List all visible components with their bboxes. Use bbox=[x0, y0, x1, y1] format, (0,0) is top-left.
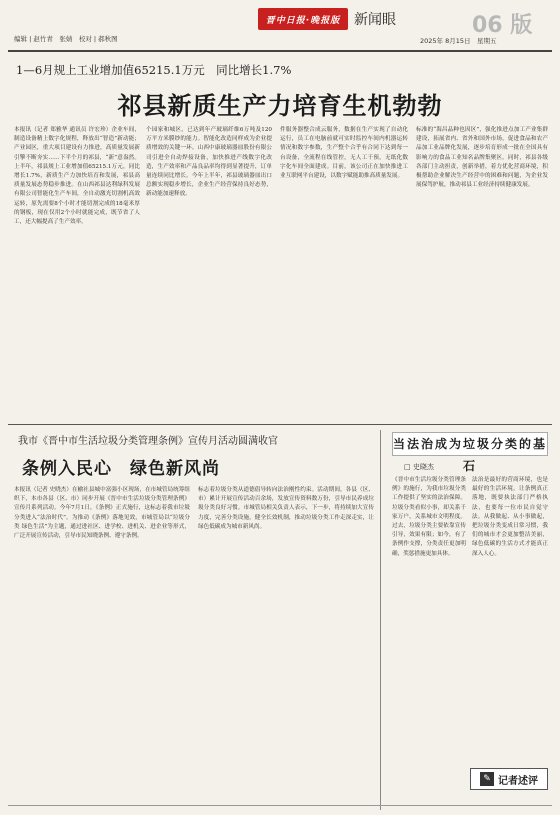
section-title: 新闻眼 bbox=[354, 12, 396, 28]
top-article-kicker: 1—6月规上工业增加值65215.1万元 同比增长1.7% bbox=[16, 63, 292, 77]
issue-date: 2025年 8月15日 星期五 bbox=[420, 37, 497, 45]
top-article-column-1: 本报讯（记者 郑雅华 通讯员 许宏珍）企业车间，制造设备精上数字化规程，释放出“智造”新动能；产业园区，重大项目建设有力推进，高质量发展新引擎不断夯实……下半个月的祁县，“新”意盎然。上半年，祁县规上工业增加值65215.1万元，同比增长1.7%，新质生产力加快培育和发展，祁县高质量发展态势稳步推进。在山西祁县达利绿科发展有限公司智能化生产车间，全自动激光切割机高效运转，原先需要8个小时才能切割完成的18毫米厚的钢板，现在仅用2个小时就能完成，既节省了人工，还大幅提高了生产效率。 bbox=[14, 127, 140, 226]
newspaper-masthead: 晋中日报·晚报版 bbox=[258, 8, 348, 30]
editor-credits: 编辑 | 赵竹青 张婧 校对 | 郝秋图 bbox=[14, 35, 118, 43]
commentary-title: 当法治成为垃圾分类的基石 bbox=[392, 432, 548, 456]
commentary-column-1: 《晋中市生活垃圾分类管理条例》的施行，为我市垃圾分类工作提供了坚实的法治保障。垃圾分类看似小事，却关系千家万户，关系城市文明程度。过去，垃圾分类主要依靠宣传引导，效果有限；如今，有了条例作支撑，分类责任更加明确，奖惩措施更加具体。 bbox=[392, 477, 466, 557]
commentary-author: □ 史晓杰 bbox=[404, 463, 434, 471]
top-article-column-4: 标准的“海昌品种也因区”，强化推进点加工产业集群建设，拓展省内、省外和国外市场，促进食品和农产品加工业品牌化发展，逐步培育形成一批在全国具有影响力的食品工业知名品牌集聚区。同时，祁县各级各部门主动担责，创新举措，着力优化营商环境，积极帮助企业解决生产经营中的困难和问题，为企业发展保驾护航，推动祁县工业经济持续健康发展。 bbox=[416, 127, 548, 189]
bottom-article-headline: 条例入民心 绿色新风尚 bbox=[22, 459, 220, 479]
section-divider bbox=[8, 424, 552, 425]
bottom-article-column-2: 标志着垃圾分类从道德倡导转向法治刚性约束。活动期间，各县（区、市）累计开展宣传活动百余场，发放宣传资料数万份，引导市民养成垃圾分类良好习惯。市城管局相关负责人表示，下一步，将持续加大宣传力度，完善分类设施，健全长效机制，推动垃圾分类工作走深走实，让绿色低碳成为城市新风尚。 bbox=[198, 487, 374, 530]
bottom-article-kicker: 我市《晋中市生活垃圾分类管理条例》宣传月活动圆满收官 bbox=[18, 436, 278, 447]
top-article-column-3: 件服务器整合成云服务，数据在生产实现了自动化运行，员工在电脑前就可实时监控车间内机器运转情况和数字参数，生产整个合乎有合同下达到每一台设备，全流程在线管控，无人工干预，无纸化数字化车间全面建成。目前，该公司正在加快推进工业互联网平台建设，以数字赋能助推高质量发展。 bbox=[280, 127, 408, 180]
pen-icon: ✎ bbox=[480, 772, 494, 786]
top-article-headline: 祁县新质生产力培育生机勃勃 bbox=[117, 91, 443, 120]
top-article-column-2: 个园家和城区，已达到年产玻璃纤维6万吨及120万平方米膜纱的能力。智能化改造同样成为企业提质增效的关键一环。山西中康玻璃器皿股份有限公司引进全自动焊接设备，加快推进产线数字化改造，生产效率和产品良品率均得到显著提升，订单量连续同比增长。今年上半年，祁县玻璃器皿出口总额实现稳步增长，企业生产经营保持良好态势，新动能加速释放。 bbox=[146, 127, 272, 198]
commentary-badge-label: 记者述评 bbox=[498, 775, 538, 787]
page-header bbox=[0, 0, 560, 62]
bottom-article-column-1: 本报讯（记者 史晓杰）在榆社县城中富强小区现场，在市城管局统筹组织下，本市各县（区、市）同步开展《晋中市生活垃圾分类管理条例》宣传月系列活动。今年7月1日，《条例》正式施行，这标志着我市垃圾分类进入“法治时代”。为推动《条例》落地见效，市城管局以“垃圾分类 绿色生活”为主题，通过进社区、进学校、进机关、进企业等形式，广泛开展宣传活动，引导市民知晓条例、遵守条例。 bbox=[14, 487, 190, 540]
page-number: 06 版 bbox=[472, 13, 533, 38]
commentary-column-2: 法治是最好的营商环境，也是最好的生活环境。让条例真正落地，既要执法部门严格执法，也要每一位市民自觉守法。从我做起、从小事做起，把垃圾分类变成日常习惯，我们的城市才会更加整洁美丽，绿色低碳的生活方式才能真正深入人心。 bbox=[472, 477, 548, 557]
commentary-badge bbox=[470, 768, 548, 790]
footer-rule bbox=[8, 805, 552, 806]
column-divider bbox=[380, 430, 381, 810]
header-rule bbox=[8, 50, 552, 52]
